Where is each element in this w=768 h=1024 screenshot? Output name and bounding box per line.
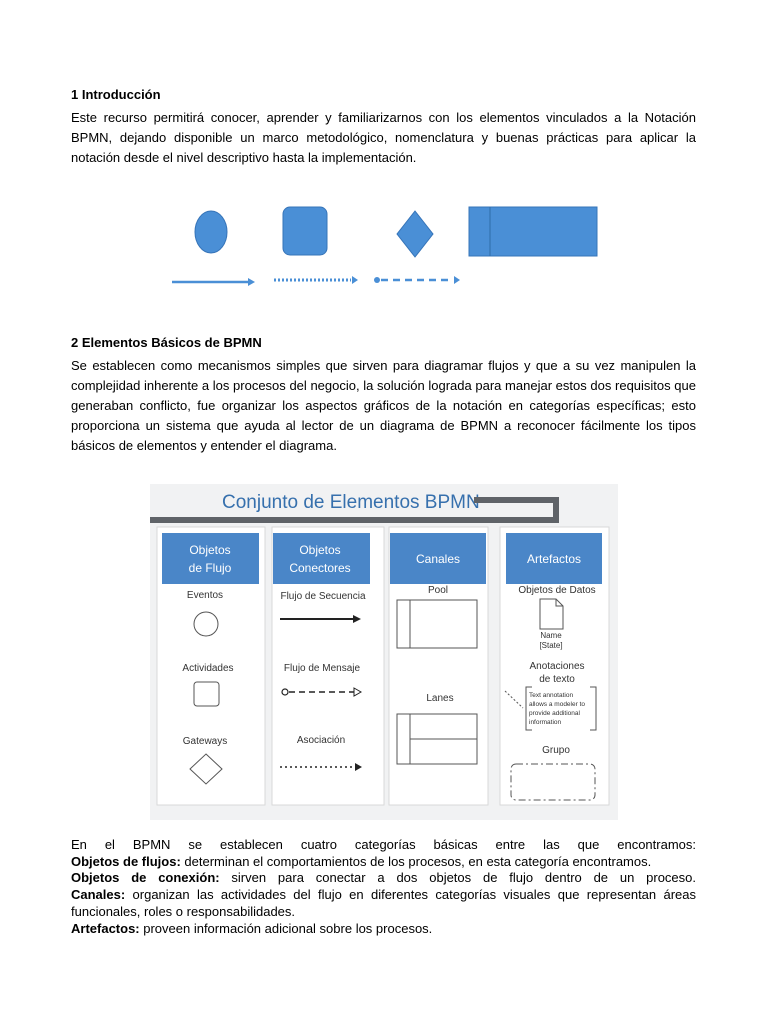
desc: proveen información adicional sobre los procesos. (139, 920, 433, 936)
column-header-line1: Objetos (299, 543, 341, 557)
elementos-paragraph: Se establecen como mecanismos simples que sirven para diagramar flujos y que a su vez manipulen la complejidad inherente a los procesos del negocio, la solución lograda para manejar estos dos requisitos que generaban conflicto, fue organizar los aspectos gráficos de la notación en categorías específicas; esto proporciona un sistema que ayuda al lector de un diagrama de BPMN a reconocer fácilmente los tipos básicos de elementos y entender el diagrama. (71, 358, 696, 453)
summary-block (71, 837, 696, 937)
column-canales (389, 527, 488, 805)
bpmn-basic-shapes (160, 198, 610, 298)
data-object-state-label: [State] (539, 641, 563, 650)
data-object-icon (540, 599, 563, 629)
desc: organizan las actividades del flujo en diferentes categorías visuales que representan áreas funcionales, roles o responsabilidades. (71, 887, 696, 919)
pool-rect-shape (469, 207, 597, 256)
item-de-texto: de texto (539, 674, 575, 685)
item-anotaciones: Anotaciones (529, 661, 585, 672)
bpmn-elements-figure (150, 484, 618, 820)
message-flow-start-circle (282, 689, 288, 695)
sequence-flow-arrowhead (248, 278, 255, 286)
term: Artefactos: (71, 920, 140, 936)
column-header-line2: Conectores (289, 561, 351, 575)
item-eventos: Eventos (186, 590, 224, 601)
item-pool: Pool (427, 585, 449, 596)
term: Canales: (71, 887, 126, 903)
item-asociacion: Asociación (296, 735, 346, 746)
message-flow-start-dot (374, 277, 380, 283)
column-artefactos (500, 527, 609, 805)
column-header-bg (273, 533, 370, 584)
summary-item-objetos-conexion (71, 870, 696, 887)
section-heading-elementos: 2 Elementos Básicos de BPMN (71, 335, 262, 350)
item-lanes: Lanes (426, 693, 454, 704)
association-arrowhead (352, 276, 358, 284)
annotation-line-3: provide additional (529, 710, 580, 717)
annotation-line-4: information (529, 719, 562, 726)
message-flow-arrowhead (454, 276, 460, 284)
annotation-line-1: Text annotation (529, 692, 574, 699)
figure-title: Conjunto de Elementos BPMN (222, 492, 480, 513)
pool-icon (397, 600, 477, 648)
column-header-bg (162, 533, 259, 584)
column-objetos-flujo (157, 527, 265, 805)
gateway-diamond-shape (397, 211, 433, 257)
column-header: Artefactos (526, 552, 582, 566)
term: Objetos de conexión: (71, 870, 220, 886)
desc: sirven para conectar a dos objetos de flujo dentro de un proceso. (219, 870, 696, 886)
activity-rect-shape (283, 207, 327, 255)
data-object-name-label: Name (540, 631, 562, 640)
term: Objetos de flujos: (71, 853, 181, 869)
item-grupo: Grupo (542, 745, 570, 756)
summary-item-objetos-flujo (71, 854, 696, 871)
item-objetos-datos: Objetos de Datos (518, 585, 596, 596)
item-gateways: Gateways (182, 736, 228, 747)
intro-paragraph: Este recurso permitirá conocer, aprender y familiarizarnos con los elementos vinculados a la Notación BPMN, dejando disponible un marco metodológico, nomenclatura y buenas prácticas para aplicar la notación desde el nivel descriptivo hasta la implementación. (71, 110, 696, 165)
summary-item-artefactos (71, 921, 696, 938)
column-header-line2: de Flujo (188, 561, 232, 575)
column-objetos-conectores (272, 527, 384, 805)
desc: determinan el comportamientos de los procesos, en esta categoría encontramos. (180, 853, 652, 869)
item-actividades: Actividades (182, 663, 234, 674)
event-circle-shape (195, 211, 227, 253)
column-header: Canales (415, 552, 461, 566)
item-flujo-secuencia: Flujo de Secuencia (280, 591, 366, 602)
summary-item-canales (71, 887, 696, 920)
summary-intro: En el BPMN se establecen cuatro categorías básicas entre las que encontramos: (71, 837, 696, 852)
annotation-line-2: allows a modeler to (529, 701, 585, 708)
item-flujo-mensaje: Flujo de Mensaje (283, 663, 361, 674)
column-header-line1: Objetos (189, 543, 231, 557)
section-heading-introduccion: 1 Introducción (71, 87, 161, 102)
